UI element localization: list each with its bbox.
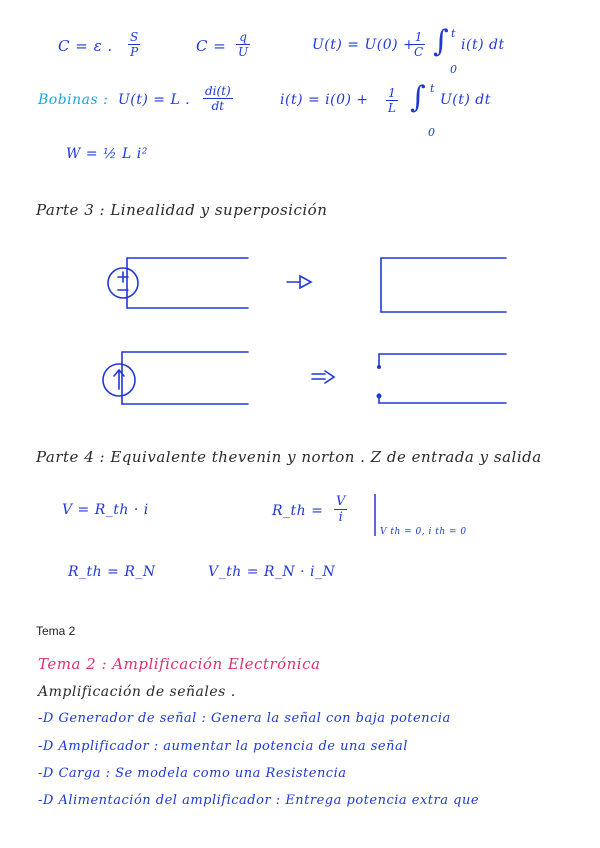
bullet-alimentacion: -D Alimentación del amplificador : Entrega potencia extra que [38, 793, 480, 808]
cap-eq3-lower: 0 [450, 63, 458, 76]
cap-eq2-den: U [238, 45, 249, 59]
energy-eq: W = ½ L i² [66, 146, 148, 162]
bob-eq2-lower: 0 [428, 126, 436, 139]
bob-eq2-rest: U(t) dt [440, 92, 491, 108]
eq-rth-den: i [338, 510, 343, 525]
eq-rth-condition: V th = 0, i th = 0 [380, 527, 467, 537]
cap-eq3-integral: ∫ [433, 24, 450, 59]
cap-eq1-lhs: C = ε . [58, 37, 113, 55]
bobinas-label: Bobinas : [38, 92, 109, 108]
cap-eq3-rest: i(t) dt [461, 37, 505, 53]
cap-eq1-num: S [130, 30, 139, 44]
bullet-carga: -D Carga : Se modela como una Resistencia [38, 766, 347, 781]
cap-eq3-num: 1 [412, 30, 425, 45]
cap-eq3: U(t) = U(0) + [312, 37, 416, 53]
bob-eq2-num: 1 [386, 86, 398, 101]
bob-eq1-lhs: U(t) = L . [118, 92, 191, 108]
bullet-amplificador: -D Amplificador : aumentar la potencia de una señal [38, 739, 408, 754]
ampl-senales: Amplificación de señales . [38, 684, 236, 700]
bob-eq2: i(t) = i(0) + [280, 92, 369, 108]
cap-eq2-num: q [236, 30, 250, 45]
bob-eq1-den: dt [211, 99, 225, 113]
bob-eq1-num: di(t) [205, 84, 231, 98]
cap-eq1-den: P [130, 45, 139, 59]
eq-rth-rn: R_th = R_N [68, 564, 156, 580]
eq-vth: V_th = R_N · i_N [208, 564, 336, 580]
cap-eq2-lhs: C = [196, 37, 227, 55]
bob-eq2-integral: ∫ [410, 80, 427, 115]
tema2-heading: Tema 2 [36, 624, 76, 638]
eq-rth-num: V [336, 494, 346, 509]
cap-eq3-upper: t [451, 27, 456, 40]
bob-eq2-den: L [388, 101, 396, 115]
parte4-title: Parte 4 : Equivalente thevenin y norton . Z de entrada y salida [36, 448, 542, 466]
cap-eq3-den: C [414, 45, 424, 59]
parte3-title: Parte 3 : Linealidad y superposición [36, 201, 328, 219]
bob-eq2-upper: t [430, 82, 435, 95]
eq-v: V = R_th · i [62, 502, 149, 518]
eq-rth-lhs: R_th = [272, 503, 324, 519]
bullet-generador: -D Generador de señal : Genera la señal con baja potencia [38, 711, 451, 726]
tema2-title: Tema 2 : Amplificación Electrónica [38, 655, 321, 673]
